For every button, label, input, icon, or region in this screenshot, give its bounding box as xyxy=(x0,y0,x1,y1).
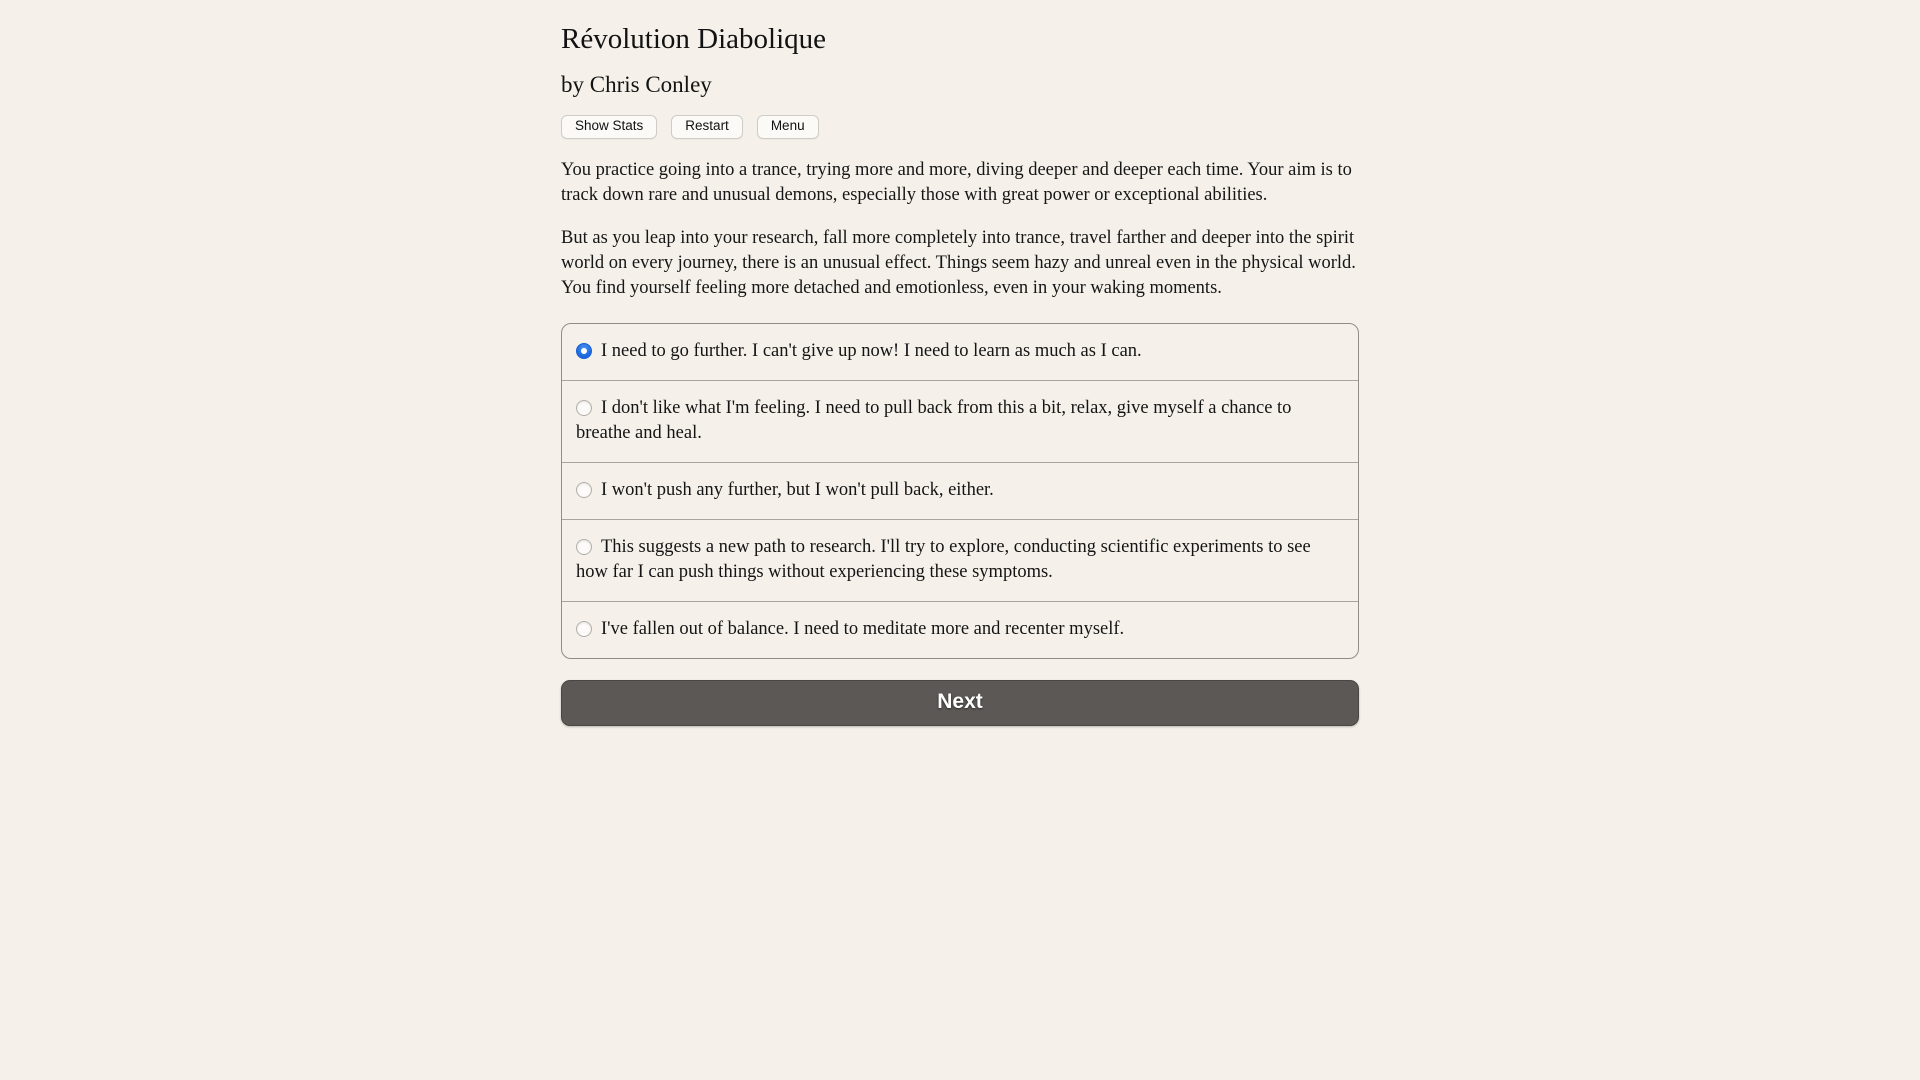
choice-label: I don't like what I'm feeling. I need to pull back from this a bit, relax, give myself a chance to breathe and heal. xyxy=(576,398,1292,444)
radio-icon[interactable] xyxy=(576,343,592,359)
choice-option-2[interactable] xyxy=(562,380,1358,462)
story-paragraph: But as you leap into your research, fall more completely into trance, travel farther and deeper into the spirit world on every journey, there is an unusual effect. Things seem hazy and unreal even in the physical world. You find yourself feeling more detached and emotionless, even in your waking moments. xyxy=(561,228,1356,298)
choice-option-1[interactable] xyxy=(562,324,1358,380)
radio-icon[interactable] xyxy=(576,539,592,555)
page-title: Révolution Diabolique xyxy=(561,23,826,55)
choice-label: I've fallen out of balance. I need to meditate more and recenter myself. xyxy=(601,619,1125,640)
radio-icon[interactable] xyxy=(576,621,592,637)
radio-icon[interactable] xyxy=(576,482,592,498)
choice-option-4[interactable] xyxy=(562,519,1358,601)
restart-button[interactable]: Restart xyxy=(671,115,743,139)
author-byline: by Chris Conley xyxy=(561,71,712,97)
story-text xyxy=(561,158,1359,300)
choice-label: I need to go further. I can't give up now! I need to learn as much as I can. xyxy=(601,341,1142,362)
content-column xyxy=(561,0,1359,726)
choice-label: This suggests a new path to research. I'll try to explore, conducting scientific experiments to see how far I can push things without experiencing these symptoms. xyxy=(576,537,1311,583)
toolbar xyxy=(561,115,1359,139)
choice-list xyxy=(561,323,1359,659)
next-button[interactable]: Next xyxy=(561,680,1359,726)
choice-option-3[interactable] xyxy=(562,462,1358,519)
show-stats-button[interactable]: Show Stats xyxy=(561,115,657,139)
choice-label: I won't push any further, but I won't pull back, either. xyxy=(601,480,994,501)
choice-option-5[interactable] xyxy=(562,601,1358,658)
story-paragraph: You practice going into a trance, trying more and more, diving deeper and deeper each time. Your aim is to track down rare and unusual demons, especially those with great power or exceptional abilities. xyxy=(561,160,1352,205)
menu-button[interactable]: Menu xyxy=(757,115,819,139)
radio-icon[interactable] xyxy=(576,400,592,416)
